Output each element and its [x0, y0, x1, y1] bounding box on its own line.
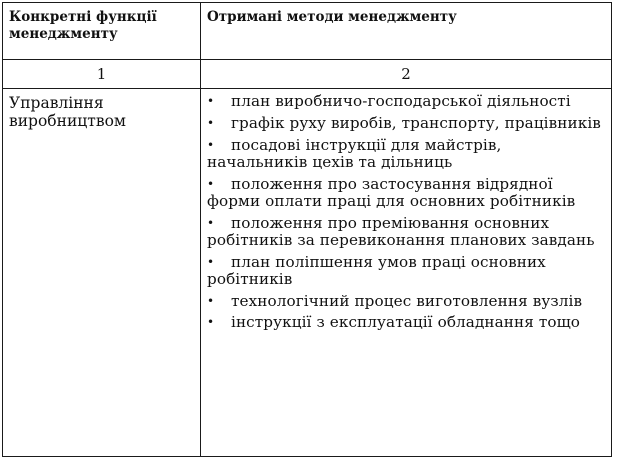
method-text: план поліпшення умов праці основних робітників	[207, 252, 546, 288]
list-item	[207, 314, 603, 331]
bullet-icon: •	[207, 115, 215, 130]
method-text: інструкції з експлуатації обладнання тощо	[231, 313, 581, 332]
method-text: посадові інструкції для майстрів, начальників цехів та дільниць	[207, 135, 502, 171]
method-text: план виробничо-господарської діяльності	[231, 92, 571, 110]
header-cell-functions: Конкретні функції менеджменту	[3, 3, 201, 60]
table-row	[3, 89, 612, 457]
list-item	[207, 137, 603, 171]
bullet-icon: •	[207, 293, 215, 308]
column-number-row	[3, 60, 612, 89]
list-item	[207, 293, 603, 310]
method-text: графік руху виробів, транспорту, працівників	[231, 113, 601, 132]
methods-list	[207, 93, 603, 332]
list-item	[207, 215, 603, 249]
bullet-icon: •	[207, 94, 215, 108]
list-item	[207, 93, 603, 110]
bullet-icon: •	[207, 137, 215, 152]
bullet-icon: •	[207, 176, 215, 191]
bullet-icon: •	[207, 215, 215, 230]
column-number-1: 1	[3, 60, 201, 89]
method-text: положення про застосування відрядної форми оплати праці для основних робітників	[207, 174, 576, 210]
method-text: положення про преміювання основних робітників за перевиконання планових завдань	[207, 213, 595, 249]
header-cell-methods: Отримані методи менеджменту	[201, 3, 612, 60]
list-item	[207, 254, 603, 288]
list-item	[207, 115, 603, 132]
bullet-icon: •	[207, 315, 215, 330]
header-row	[3, 3, 612, 60]
list-item	[207, 176, 603, 210]
methods-cell	[201, 89, 612, 457]
method-text: технологічний процес виготовлення вузлів	[231, 291, 583, 310]
management-methods-table	[2, 2, 612, 457]
bullet-icon: •	[207, 254, 215, 269]
column-number-2: 2	[201, 60, 612, 89]
function-cell: Управління виробництвом	[3, 89, 201, 457]
